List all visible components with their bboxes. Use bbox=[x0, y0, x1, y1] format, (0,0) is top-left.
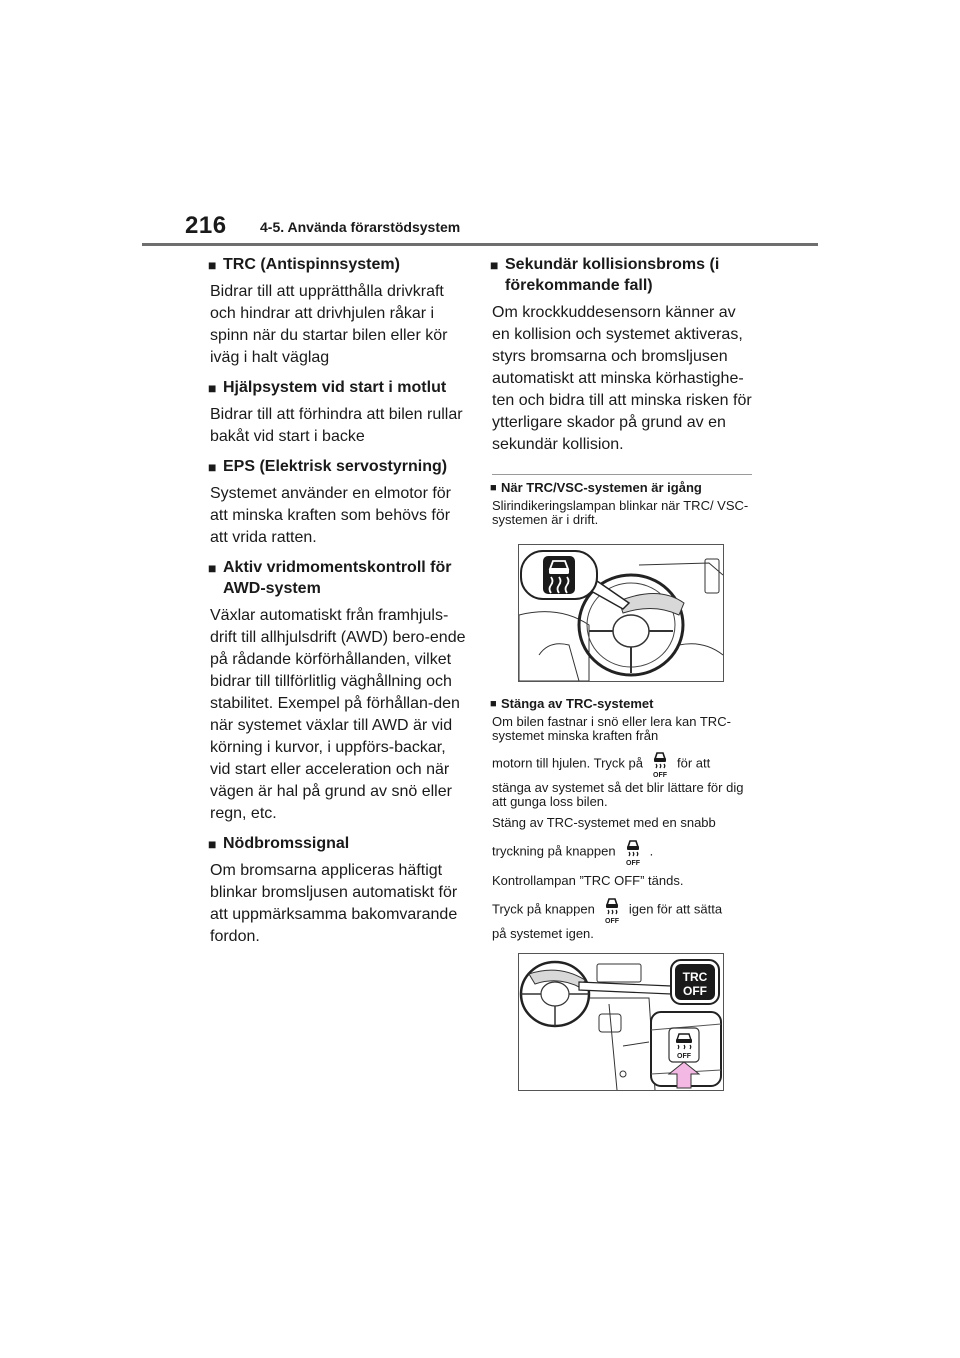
off-label: OFF bbox=[625, 860, 640, 867]
trc-off-indicator-line1: TRC bbox=[682, 970, 708, 984]
slip-indicator-figure bbox=[518, 544, 724, 682]
section-awd bbox=[208, 557, 466, 825]
square-bullet-icon: ■ bbox=[208, 459, 217, 475]
note-body: Slirindikeringslampan blinkar när TRC/ VSC-systemen är i drift. bbox=[492, 498, 749, 527]
section-heading-text: Sekundär kollisionsbroms (i förekommande fall) bbox=[505, 256, 720, 294]
note-text: motorn till hjulen. Tryck på bbox=[492, 755, 644, 771]
section-heading bbox=[208, 254, 466, 275]
section-heading bbox=[208, 456, 466, 477]
section-heading bbox=[208, 833, 466, 854]
note-text: Tryck på knappen bbox=[492, 901, 595, 917]
slip-indicator-icon bbox=[543, 556, 575, 594]
section-trc bbox=[208, 254, 466, 369]
trc-off-indicator-line2: OFF bbox=[683, 984, 707, 998]
section-hill-start bbox=[208, 377, 466, 448]
off-label: OFF bbox=[653, 772, 668, 779]
section-body: Växlar automatiskt från framhjuls-drift till allhjulsdrift (AWD) bero-ende på rådande körförhållanden, vilket bidrar till tillförlitlig väghållning och stabilitet. Exempel på förhållan-den när systemet växlar till AWD är vid körning i kurvor, i uppförs-backar, vid start eller acceleration och när vägen är hal på grund av snö eller regn, etc. bbox=[210, 607, 466, 822]
trc-off-button-icon bbox=[601, 895, 623, 925]
trc-off-button-icon bbox=[622, 837, 644, 867]
section-eps bbox=[208, 456, 466, 549]
off-label: OFF bbox=[604, 918, 619, 925]
section-heading bbox=[208, 557, 466, 599]
left-column bbox=[208, 254, 466, 956]
section-title: 4-5. Använda förarstödsystem bbox=[260, 219, 461, 235]
note-heading-text: När TRC/VSC-systemen är igång bbox=[501, 480, 702, 495]
square-bullet-icon: ■ bbox=[208, 560, 217, 576]
note-divider bbox=[492, 474, 752, 475]
note-body: Om bilen fastnar i snö eller lera kan TRC-systemet minska kraften från bbox=[492, 714, 731, 743]
section-heading-text: Aktiv vridmomentskontroll för AWD-system bbox=[223, 559, 452, 597]
section-heading bbox=[208, 377, 466, 398]
note-heading-text: Stänga av TRC-systemet bbox=[501, 696, 654, 711]
note-body: Kontrollampan ”TRC OFF” tänds. bbox=[492, 873, 684, 888]
section-heading-text: EPS (Elektrisk servostyrning) bbox=[223, 458, 448, 475]
note-heading bbox=[490, 695, 752, 713]
square-bullet-icon: ■ bbox=[208, 257, 217, 273]
note-line-with-icon bbox=[492, 895, 752, 925]
square-bullet-icon: ■ bbox=[490, 698, 497, 710]
section-body: Om krockkuddesensorn känner av en kollision och systemet aktiveras, styrs bromsarna och bromsljusen automatiskt att minska körhastighe-ten och bidra till att minska risken för ytterligare skador på grund av en sekundär kollision. bbox=[492, 304, 752, 453]
trc-off-figure bbox=[518, 953, 724, 1091]
square-bullet-icon: ■ bbox=[490, 257, 499, 273]
trc-off-button-icon bbox=[649, 749, 671, 779]
off-label: OFF bbox=[677, 1053, 691, 1060]
dashboard-illustration bbox=[519, 545, 723, 681]
square-bullet-icon: ■ bbox=[208, 836, 217, 852]
section-body: Systemet använder en elmotor för att minska kraften som behövs för att vrida ratten. bbox=[210, 485, 452, 546]
note-line-with-icon bbox=[492, 837, 752, 867]
note-body: på systemet igen. bbox=[492, 926, 594, 941]
note-body: stänga av systemet så det blir lättare för dig att gunga loss bilen. bbox=[492, 780, 744, 809]
note-line-with-icon bbox=[492, 749, 752, 779]
section-heading-text: TRC (Antispinnsystem) bbox=[223, 256, 400, 273]
square-bullet-icon: ■ bbox=[208, 380, 217, 396]
console-illustration bbox=[519, 954, 723, 1090]
note-text: . bbox=[649, 843, 654, 859]
note-text: tryckning på knappen bbox=[492, 843, 616, 859]
section-body: Om bromsarna appliceras häftigt blinkar bromsljusen automatiskt för att uppmärksamma bakomvarande fordon. bbox=[210, 862, 458, 945]
section-body: Bidrar till att upprätthålla drivkraft och hindrar att drivhjulen råkar i spinn när du startar bilen eller kör iväg i halt väglag bbox=[210, 283, 448, 366]
page-number: 216 bbox=[185, 212, 227, 239]
note-heading bbox=[490, 479, 752, 497]
note-body: Stäng av TRC-systemet med en snabb bbox=[492, 815, 716, 830]
note-text: igen för att sätta bbox=[628, 901, 723, 917]
section-heading-text: Hjälpsystem vid start i motlut bbox=[223, 379, 447, 396]
section-heading bbox=[490, 254, 752, 296]
note-text: för att bbox=[677, 755, 711, 771]
section-emergency-brake-signal bbox=[208, 833, 466, 948]
section-secondary-collision-brake bbox=[490, 254, 752, 456]
section-body: Bidrar till att förhindra att bilen rullar bakåt vid start i backe bbox=[210, 406, 463, 445]
header-rule bbox=[142, 243, 818, 246]
section-heading-text: Nödbromssignal bbox=[223, 835, 350, 852]
square-bullet-icon: ■ bbox=[490, 482, 497, 494]
